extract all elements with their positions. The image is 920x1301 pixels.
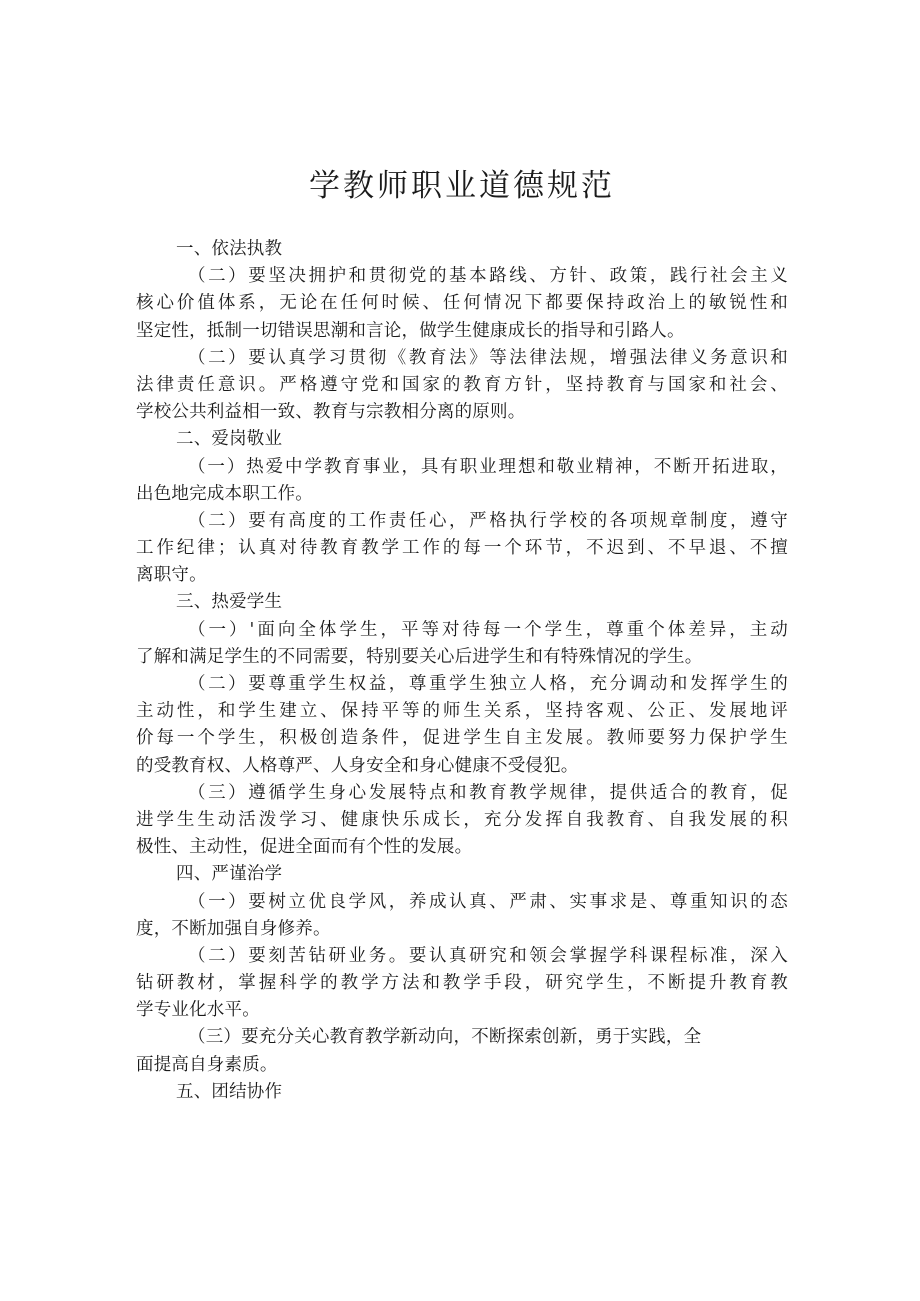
paragraph-first-line: （一）要树立优良学风，养成认真、严肃、实事求是、尊重知识的态 (188, 891, 788, 912)
section-heading: 三、热爱学生 (176, 592, 283, 613)
paragraph-first-line: （二）要认真学习贯彻《教育法》等法律法规，增强法律义务意识和 (188, 347, 788, 368)
document-body (136, 236, 788, 1106)
paragraph-line: 价每一个学生，积极创造条件，促进学生自主发展。教师要努力保护学生 (136, 728, 788, 749)
paragraph-first-line: （一）热爱中学教育事业，具有职业理想和敬业精神，不断开拓进取， (188, 456, 788, 477)
paragraph-line: 面提高自身素质。 (136, 1054, 278, 1075)
paragraph-line: 了解和满足学生的不同需要，特别要关心后进学生和有特殊情况的学生。 (136, 646, 703, 667)
paragraph-first-line: （二）要刻苦钻研业务。要认真研究和领会掌握学科课程标准，深入 (188, 945, 788, 966)
paragraph-first-line: （二）要坚决拥护和贯彻党的基本路线、方针、政策，践行社会主义 (188, 266, 788, 287)
section-heading: 一、依法执教 (176, 239, 283, 259)
paragraph-first-line: （一）'面向全体学生，平等对待每一个学生，尊重个体差异，主动 (188, 619, 788, 640)
paragraph-line: 工作纪律；认真对待教育教学工作的每一个环节，不迟到、不早退、不擅 (136, 538, 788, 559)
paragraph-line: 核心价值体系，无论在任何时候、任何情况下都要保持政治上的敏锐性和 (136, 293, 788, 314)
paragraph-line: 法律责任意识。严格遵守党和国家的教育方针，坚持教育与国家和社会、 (136, 374, 788, 395)
paragraph-first-line: （三）要充分关心教育教学新动向，不断探索创新，勇于实践，全 (188, 1027, 702, 1048)
document-title: 学教师职业道德规范 (309, 168, 615, 204)
paragraph-line: 的受教育权、人格尊严、人身安全和身心健康不受侵犯。 (136, 755, 579, 776)
section-heading: 二、爱岗敬业 (176, 429, 283, 450)
paragraph-line: 进学生生动活泼学习、健康快乐成长，充分发挥自我教育、自我发展的积 (136, 809, 788, 830)
paragraph-line: 钻研教材，掌握科学的教学方法和教学手段，研究学生，不断提升教育教 (136, 973, 788, 994)
paragraph-line: 度，不断加强自身修养。 (136, 918, 331, 939)
section-heading: 五、团结协作 (176, 1081, 283, 1102)
paragraph-first-line: （三）遵循学生身心发展特点和教育教学规律，提供适合的教育，促 (188, 782, 788, 803)
paragraph-line: 主动性，和学生建立、保持平等的师生关系，坚持客观、公正、发展地评 (136, 701, 788, 722)
paragraph-line: 极性、主动性，促进全面而有个性的发展。 (136, 837, 473, 858)
paragraph-first-line: （二）要尊重学生权益，尊重学生独立人格，充分调动和发挥学生的 (188, 674, 788, 694)
paragraph-first-line: （二）要有高度的工作责任心，严格执行学校的各项规章制度，遵守 (188, 510, 788, 531)
paragraph-line: 学专业化水平。 (136, 1000, 260, 1021)
paragraph-line: 离职守。 (136, 565, 207, 586)
paragraph-line: 学校公共利益相一致、教育与宗教相分离的原则。 (136, 402, 526, 423)
section-heading: 四、严谨治学 (176, 864, 283, 885)
paragraph-line: 坚定性，抵制一切错误思潮和言论，做学生健康成长的指导和引路人。 (136, 320, 685, 341)
paragraph-line: 出色地完成本职工作。 (136, 483, 313, 504)
